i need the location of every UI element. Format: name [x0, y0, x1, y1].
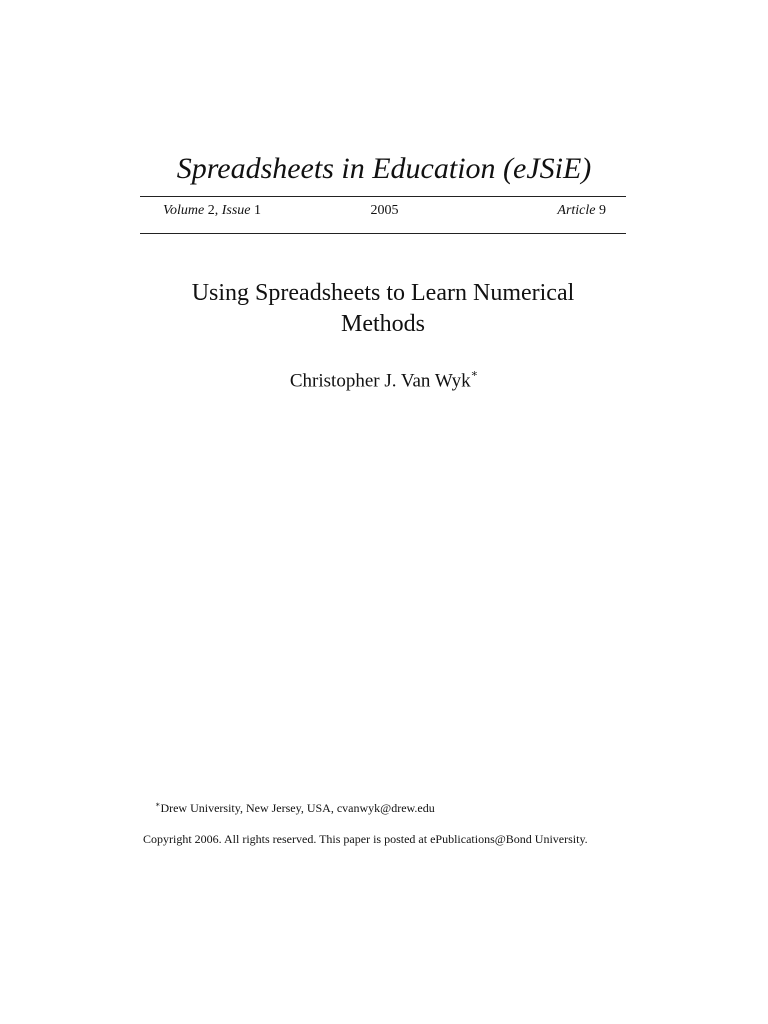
copyright-notice: Copyright 2006. All rights reserved. This paper is posted at ePublications@Bond University.	[143, 832, 588, 846]
issue-line	[163, 201, 606, 221]
article-label: Article	[557, 203, 596, 218]
volume-label: Volume	[163, 203, 205, 218]
author-name: Christopher J. Van Wyk	[289, 370, 471, 392]
header-rule-bottom	[140, 233, 626, 234]
article-number: 9	[599, 203, 606, 218]
volume-number: 2	[207, 203, 215, 218]
issue-number: 1	[254, 203, 261, 218]
footnote-mark: ∗	[155, 800, 161, 809]
footnote-text: Drew University, New Jersey, USA, cvanwyk@drew.edu	[160, 801, 435, 815]
author-line	[0, 363, 768, 394]
journal-title: Spreadsheets in Education (eJSiE)	[176, 152, 592, 185]
separator: ,	[214, 203, 222, 218]
article-number-block	[557, 201, 606, 221]
publication-year: 2005	[370, 203, 399, 218]
author-footnote-mark: ∗	[470, 368, 479, 380]
affiliation-footnote	[155, 797, 435, 816]
header-rule-top	[140, 196, 626, 197]
paper-title: Using Spreadsheets to Learn Numerical Methods	[191, 280, 575, 337]
issue-label: Issue	[221, 203, 251, 218]
